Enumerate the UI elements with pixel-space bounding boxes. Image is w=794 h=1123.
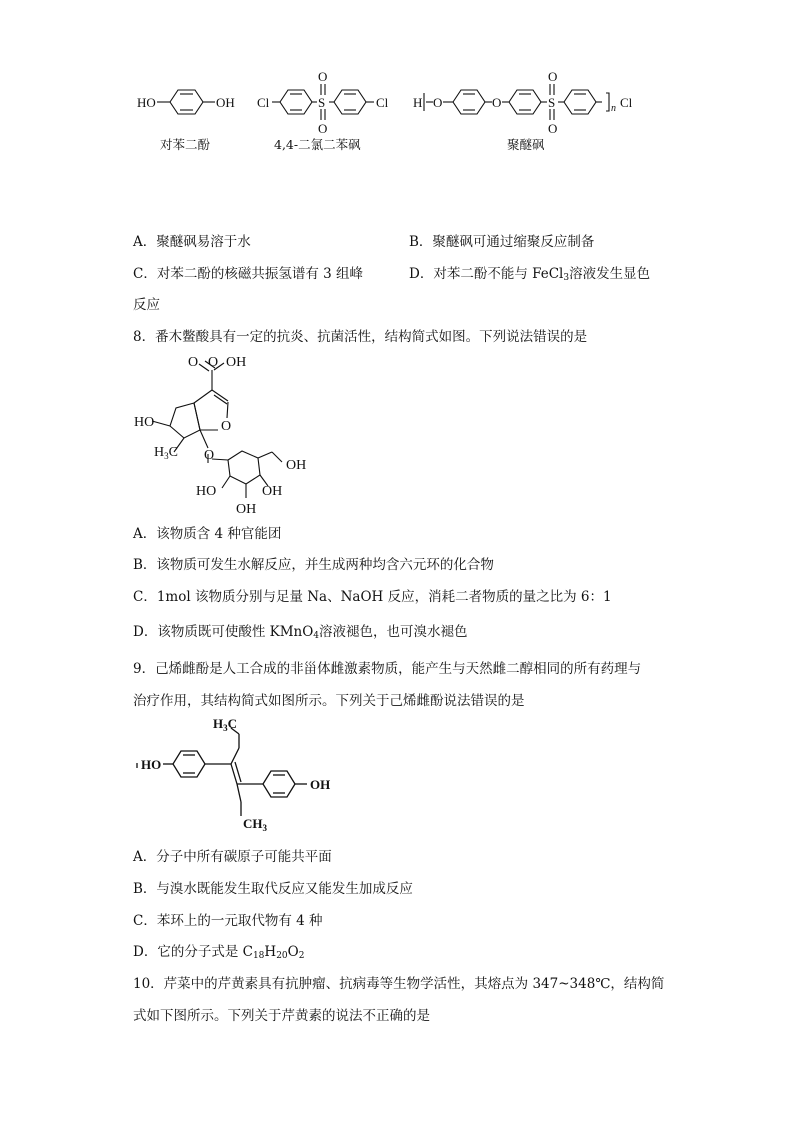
q8-label-oh-sugar: OH — [262, 484, 283, 499]
q8-stem: 8．番木鳖酸具有一定的抗炎、抗菌活性，结构简式如图。下列说法错误的是 — [133, 329, 588, 345]
q8-label-o-carbonyl: O — [188, 355, 199, 370]
label-h: H — [413, 95, 423, 110]
q8-label-o: O — [208, 355, 219, 370]
q9-option-a: A．分子中所有碳原子可能共平面 — [133, 849, 332, 865]
q8-label-ho: HO — [134, 415, 155, 430]
q8-option-a: A．该物质含 4 种官能团 — [133, 526, 282, 542]
q7-option-d: D．对苯二酚不能与 FeCl$_3$溶液发生显色 — [409, 266, 651, 283]
label-o-top: O — [318, 69, 328, 84]
q8-label-oh-acid: OH — [226, 355, 247, 370]
label-o-ether2: O — [492, 95, 502, 110]
caption-hydroquinone: 对苯二酚 — [160, 137, 211, 152]
q8-label-oh-ch2: OH — [286, 458, 307, 473]
q8-label-ho-sugar: HO — [196, 484, 217, 499]
q9-label-h3c: $H_3C$ — [213, 716, 238, 733]
label-o-bottom: O — [318, 121, 328, 136]
q9-label-oh: OH — [310, 777, 331, 792]
label-o-poly-bottom: O — [548, 121, 558, 136]
q8-option-c: C．1mol 该物质分别与足量 Na、NaOH 反应，消耗二者物质的量之比为 6：1 — [133, 589, 612, 605]
q8-label-o-ring: O — [221, 419, 232, 434]
label-cl-poly: Cl — [620, 95, 633, 110]
q9-option-b: B．与溴水既能发生取代反应又能发生加成反应 — [133, 881, 413, 897]
label-o-poly-top: O — [548, 69, 558, 84]
q10-stem-line1: 10．芹菜中的芹黄素具有抗肿瘤、抗病毒等生物学活性，其熔点为 347~348℃，结构简 — [133, 976, 665, 992]
q9-option-c: C．苯环上的一元取代物有 4 种 — [133, 913, 323, 929]
caption-dichloro: 4,4-二氯二苯砜 — [274, 137, 361, 152]
q10-stem-line2: 式如下图所示。下列关于芹黄素的说法不正确的是 — [133, 1008, 430, 1024]
q8-label-oh-bottom: OH — [236, 502, 257, 517]
caption-polyether: 聚醚砜 — [507, 137, 545, 152]
label-s: S — [318, 95, 326, 110]
q7-option-c: C．对苯二酚的核磁共振氢谱有 3 组峰 — [133, 266, 364, 282]
q8-option-d: D．该物质既可使酸性 KMnO$_4$溶液褪色，也可溴水褪色 — [133, 624, 468, 641]
q9-option-d: D．它的分子式是 $C_{18}H_{20}O_2$ — [133, 944, 305, 961]
q7-option-d-wrap: 反应 — [133, 297, 160, 313]
label-o-ether1: O — [433, 95, 443, 110]
label-n: n — [611, 103, 616, 114]
label-cl-right: Cl — [376, 95, 389, 110]
label-ho: HO — [137, 95, 156, 110]
label-cl-left: Cl — [257, 95, 270, 110]
q7-option-a: A．聚醚砜易溶于水 — [133, 234, 251, 250]
q8-structure-figure — [130, 348, 330, 518]
label-oh: OH — [216, 95, 235, 110]
q8-label-h3c: $H_3C$ — [154, 445, 178, 461]
q8-label-o-glyco: O — [204, 448, 215, 463]
q9-stem-line2: 治疗作用，其结构简式如图所示。下列关于己烯雌酚说法错误的是 — [133, 693, 525, 709]
q8-option-b: B．该物质可发生水解反应，并生成两种均含六元环的化合物 — [133, 557, 494, 573]
q9-structure-figure — [135, 716, 355, 834]
q7-option-b: B．聚醚砜可通过缩聚反应制备 — [409, 234, 595, 250]
q9-stem-line1: 9．己烯雌酚是人工合成的非甾体雌激素物质，能产生与天然雌二醇相同的所有药理与 — [133, 661, 642, 677]
q9-label-ho: HO — [141, 757, 162, 772]
q9-label-ch3: $CH_3$ — [243, 816, 267, 833]
label-s-poly: S — [548, 95, 556, 110]
